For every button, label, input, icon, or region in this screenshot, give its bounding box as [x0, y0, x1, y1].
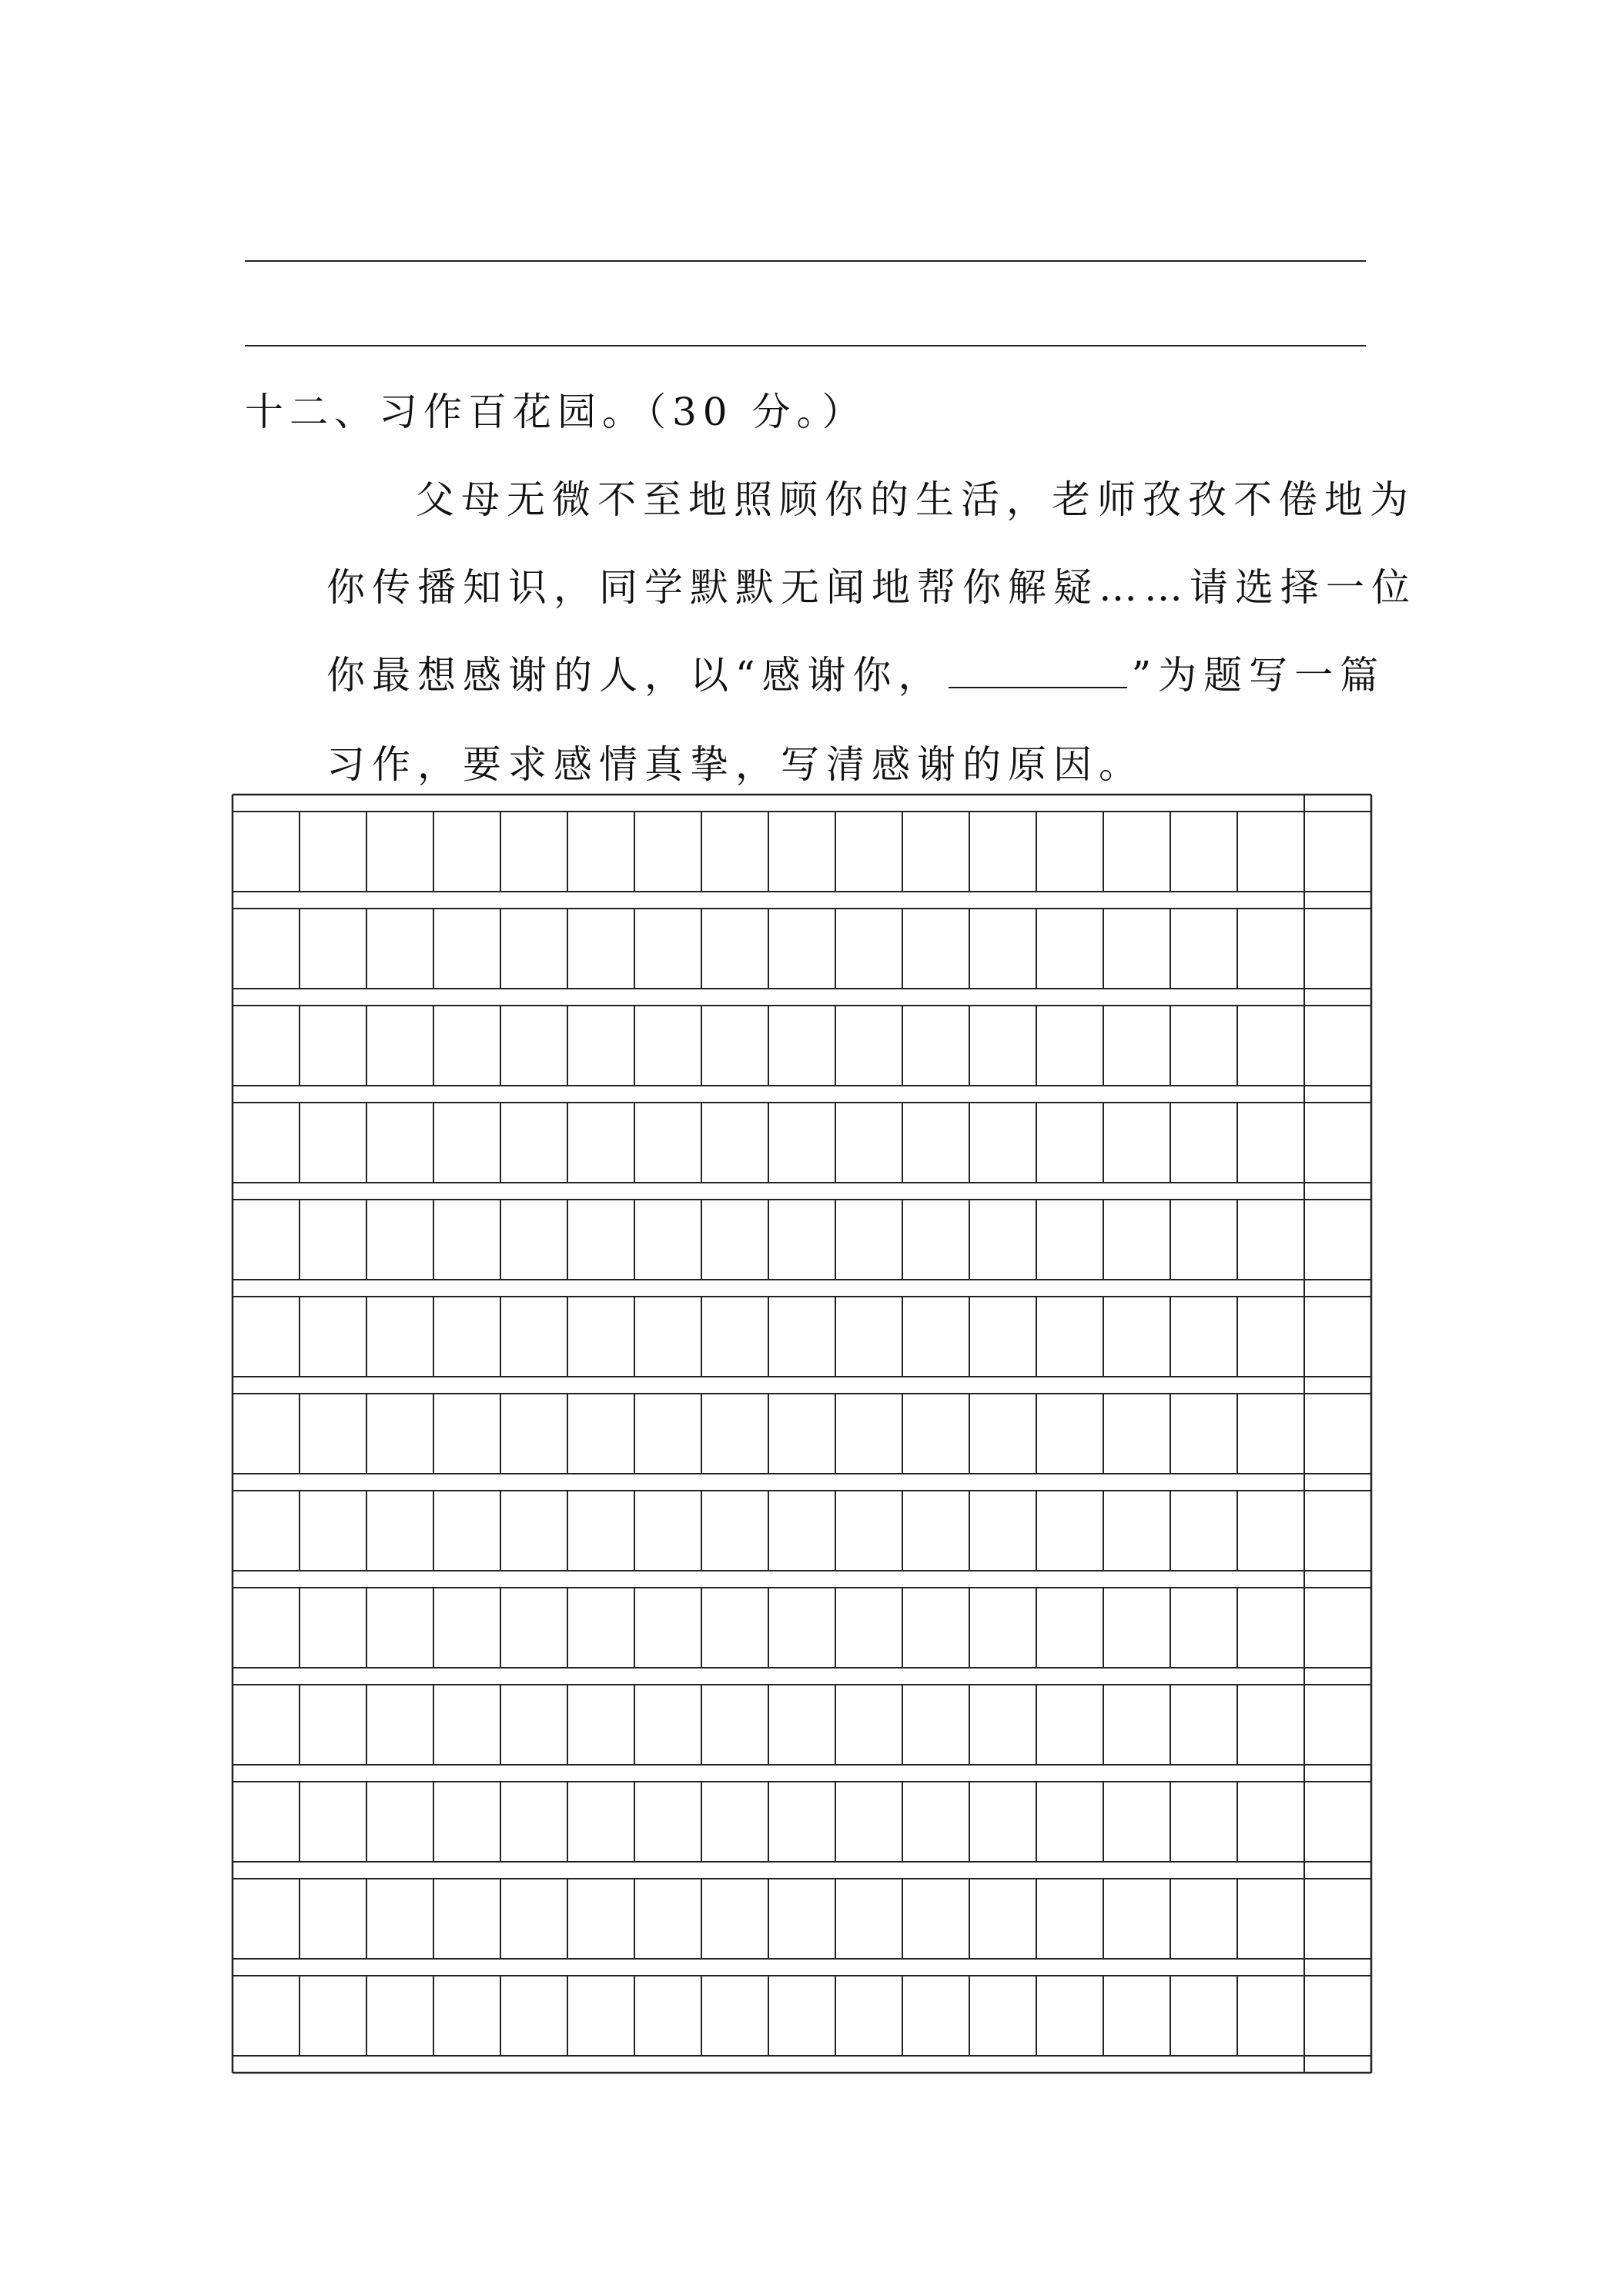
writing-grid[interactable] — [231, 793, 1378, 2087]
prompt-line-2: 你传播知识，同学默默无闻地帮你解疑……请选择一位 — [326, 565, 1417, 610]
prompt-line-3-before: 你最想感谢的人，以“感谢你， — [326, 653, 944, 698]
prompt-line-1: 父母无微不至地照顾你的生活，老师孜孜不倦地为 — [416, 477, 1415, 522]
prompt-line-4: 习作，要求感情真挚，写清感谢的原因。 — [326, 742, 1144, 787]
section-heading: 十二、习作百花园。（30 分。） — [245, 390, 867, 434]
title-blank[interactable] — [949, 647, 1127, 688]
prompt-line-3 — [326, 647, 1385, 704]
prompt-line-3-after: ”为题写一篇 — [1131, 653, 1386, 698]
answer-line-2[interactable] — [245, 345, 1366, 346]
answer-line-1[interactable] — [245, 260, 1366, 262]
